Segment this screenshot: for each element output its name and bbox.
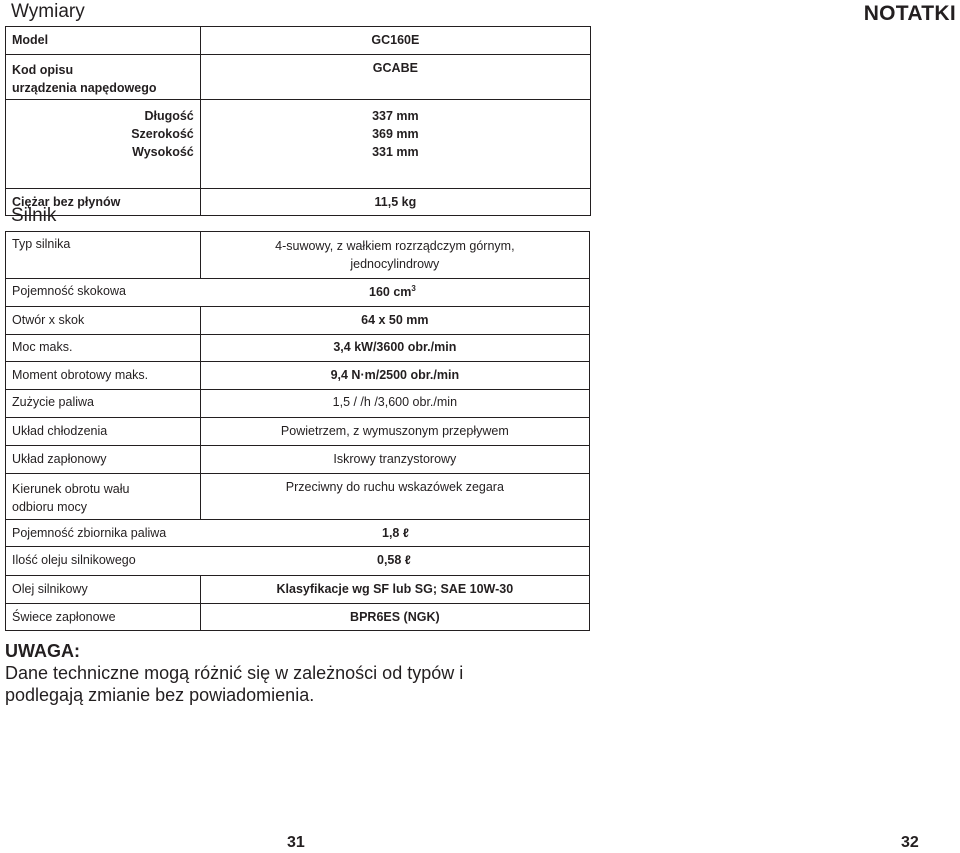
- ciezar-label: Ciężar bez płynów: [6, 189, 201, 216]
- kod-opisu-value: GCABE: [200, 55, 590, 100]
- model-label: Model: [6, 27, 201, 55]
- moment-value: 9,4 N·m/2500 obr./min: [200, 362, 589, 390]
- moc-value: 3,4 kW/3600 obr./min: [200, 335, 589, 362]
- pojemnosc-value-wrap: [369, 284, 416, 299]
- kod-opisu-label-line2: urządzenia napędowego: [12, 81, 157, 95]
- szerokosc-value: 369 mm: [372, 127, 419, 141]
- otwor-value: 64 x 50 mm: [200, 307, 589, 335]
- chlodzenie-label: Układ chłodzenia: [6, 418, 201, 446]
- wysokosc-label: Wysokość: [132, 145, 194, 159]
- chlodzenie-value: Powietrzem, z wymuszonym przepływem: [200, 418, 589, 446]
- pojemnosc-unit-exponent: 3: [411, 284, 416, 293]
- dimensions-labels: [6, 100, 201, 189]
- typ-silnika-value-line2: jednocylindrowy: [350, 257, 440, 271]
- note-text: Dane techniczne mogą różnić się w zależności od typów i podlegają zmianie bez powiadomienia.: [5, 663, 464, 705]
- ciezar-value: 11,5 kg: [200, 189, 590, 216]
- zuzycie-label: Zużycie paliwa: [6, 390, 201, 418]
- page-number-right: 32: [901, 834, 919, 851]
- kierunek-label: [6, 474, 201, 520]
- kierunek-label-line1: Kierunek obrotu wału: [12, 482, 130, 496]
- kod-opisu-label-line1: Kod opisu: [12, 63, 74, 77]
- typ-silnika-value: [200, 232, 589, 279]
- olej-value: Klasyfikacje wg SF lub SG; SAE 10W-30: [200, 576, 589, 604]
- dimensions-values: [200, 100, 590, 189]
- dlugosc-value: 337 mm: [372, 109, 419, 123]
- page-number-left: 31: [287, 834, 305, 851]
- moment-label: Moment obrotowy maks.: [6, 362, 201, 390]
- typ-silnika-label: Typ silnika: [6, 232, 201, 279]
- olej-label: Olej silnikowy: [6, 576, 201, 604]
- section-title-wymiary: Wymiary: [11, 1, 85, 22]
- swiece-label: Świece zapłonowe: [6, 604, 201, 631]
- model-value: GC160E: [200, 27, 590, 55]
- pojemnosc-value: 160 cm: [369, 285, 412, 300]
- wysokosc-value: 331 mm: [372, 145, 419, 159]
- kod-opisu-label: [6, 55, 201, 100]
- kierunek-value: Przeciwny do ruchu wskazówek zegara: [200, 474, 589, 520]
- moc-label: Moc maks.: [6, 335, 201, 362]
- zbiornik-value: 1,8 ℓ: [382, 526, 409, 540]
- olej-ilosc-row: [6, 547, 590, 576]
- zaplonowy-value: Iskrowy tranzystorowy: [200, 446, 589, 474]
- swiece-value: BPR6ES (NGK): [200, 604, 589, 631]
- zbiornik-row: [6, 520, 590, 547]
- engine-table: [5, 231, 590, 631]
- pojemnosc-label: Pojemność skokowa: [12, 284, 126, 298]
- section-title-silnik: Silnik: [11, 205, 57, 226]
- zbiornik-label: Pojemność zbiornika paliwa: [12, 526, 167, 540]
- kierunek-label-line2: odbioru mocy: [12, 500, 88, 514]
- dimensions-table: [5, 26, 591, 216]
- otwor-label: Otwór x skok: [6, 307, 201, 335]
- olej-ilosc-value: 0,58 ℓ: [377, 553, 411, 567]
- pojemnosc-row: [6, 279, 590, 307]
- dlugosc-label: Długość: [144, 109, 194, 123]
- zaplonowy-label: Układ zapłonowy: [6, 446, 201, 474]
- szerokosc-label: Szerokość: [131, 127, 194, 141]
- note-heading: UWAGA:: [5, 641, 80, 661]
- notes-title: NOTATKI: [863, 2, 956, 25]
- typ-silnika-value-line1: 4-suwowy, z wałkiem rozrządczym górnym,: [275, 239, 515, 253]
- zuzycie-value: 1,5 / /h /3,600 obr./min: [200, 390, 589, 418]
- olej-ilosc-label: Ilość oleju silnikowego: [12, 553, 136, 567]
